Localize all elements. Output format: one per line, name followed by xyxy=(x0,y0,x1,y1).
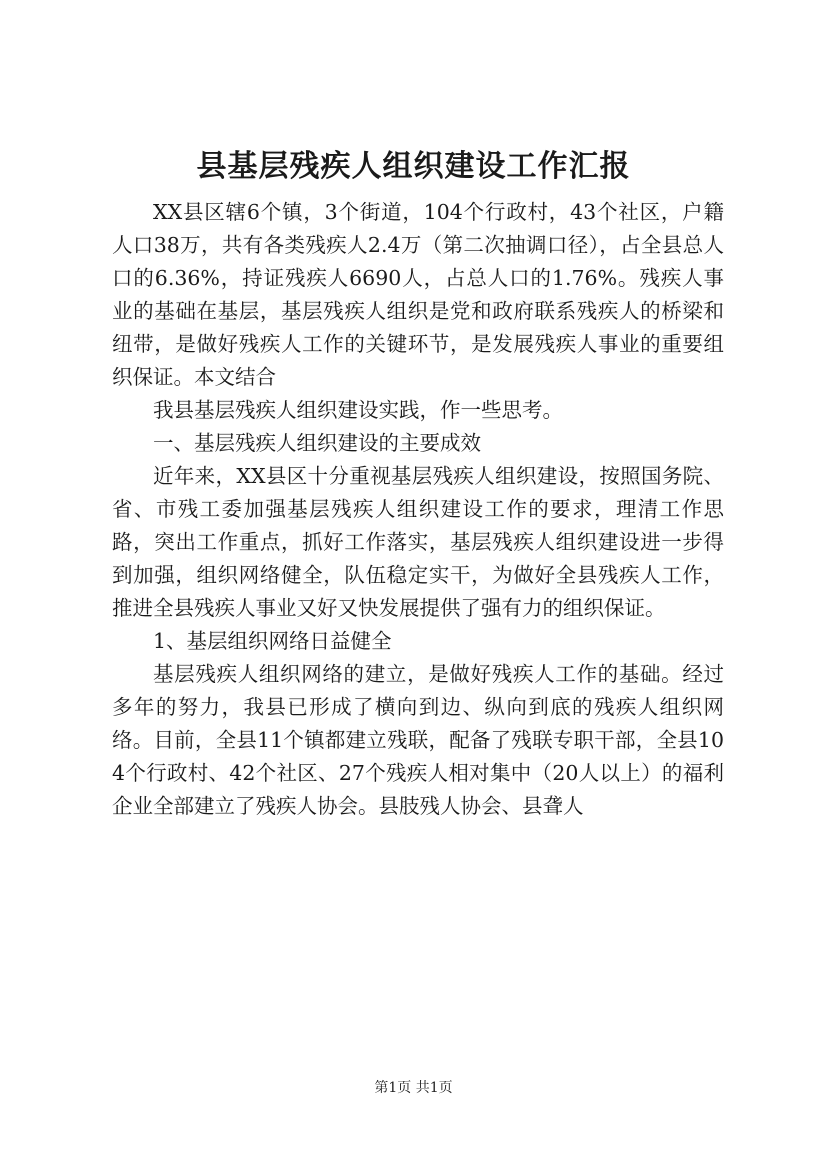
document-body xyxy=(112,196,724,823)
paragraph-2: 我县基层残疾人组织建设实践，作一些思考。 xyxy=(153,398,563,422)
section-heading-1: 一、基层残疾人组织建设的主要成效 xyxy=(153,431,481,455)
paragraph-3: 近年来，XX县区十分重视基层残疾人组织建设，按照国务院、省、市残工委加强基层残疾人组织建设工作的要求，理清工作思路，突出工作重点，抓好工作落实，基层残疾人组织建设进一步得到加强，组织网络健全，队伍稳定实干，为做好全县残疾人工作，推进全县残疾人事业又好又快发展提供了强有力的组织保证。 xyxy=(112,464,724,620)
page-footer: 第1页 共1页 xyxy=(374,1080,453,1096)
paragraph-4: 基层残疾人组织网络的建立，是做好残疾人工作的基础。经过多年的努力，我县已形成了横向到边、纵向到底的残疾人组织网络。目前，全县11个镇都建立残联，配备了残联专职干部，全县104个行政村、42个社区、27个残疾人相对集中（20人以上）的福利企业全部建立了残疾人协会。县肢残人协会、县聋人 xyxy=(112,662,724,818)
document-title: 县基层残疾人组织建设工作汇报 xyxy=(196,149,631,184)
subsection-heading-1: 1、基层组织网络日益健全 xyxy=(153,629,392,653)
paragraph-1: XX县区辖6个镇，3个街道，104个行政村，43个社区，户籍人口38万，共有各类残疾人2.4万（第二次抽调口径），占全县总人口的6.36%，持证残疾人6690人，占总人口的1.76%。残疾人事业的基础在基层，基层残疾人组织是党和政府联系残疾人的桥梁和纽带，是做好残疾人工作的关键环节，是发展残疾人事业的重要组织保证。本文结合 xyxy=(112,200,724,389)
